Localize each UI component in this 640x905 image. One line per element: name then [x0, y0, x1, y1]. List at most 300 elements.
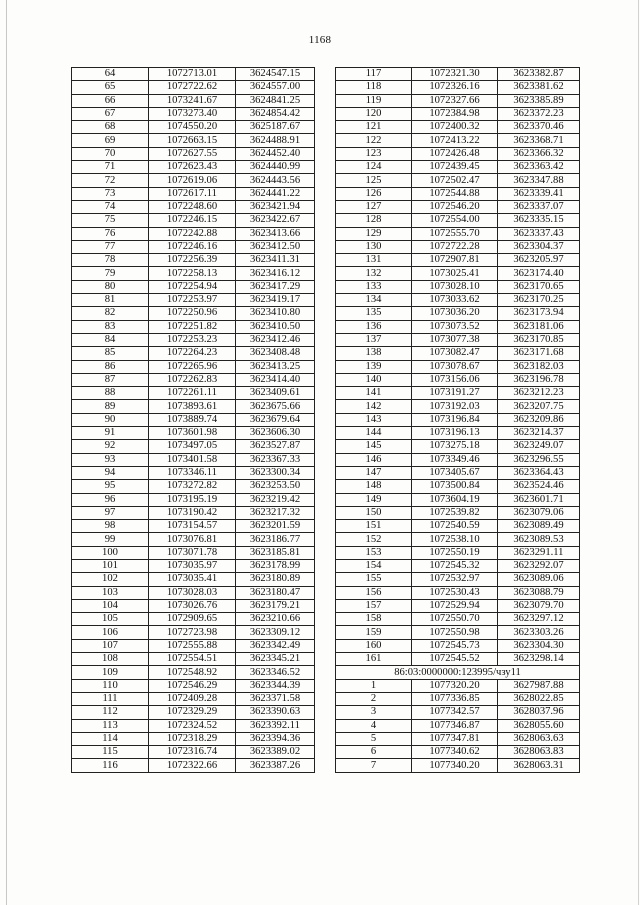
point-number-cell: 72 [72, 174, 149, 187]
y-coordinate-cell: 3623207.75 [498, 400, 580, 413]
point-number-cell: 119 [336, 94, 412, 107]
x-coordinate-cell: 1072550.98 [412, 626, 498, 639]
y-coordinate-cell: 3623363.42 [498, 161, 580, 174]
y-coordinate-cell: 3624452.40 [236, 147, 315, 160]
table-row [336, 599, 580, 612]
x-coordinate-cell: 1072540.59 [412, 520, 498, 533]
table-row [336, 187, 580, 200]
point-number-cell: 107 [72, 639, 149, 652]
table-row [336, 746, 580, 759]
point-number-cell: 115 [72, 746, 149, 759]
y-coordinate-cell: 3623297.12 [498, 613, 580, 626]
y-coordinate-cell: 3623411.31 [236, 254, 315, 267]
table-row [72, 679, 315, 692]
x-coordinate-cell: 1072546.29 [149, 679, 236, 692]
y-coordinate-cell: 3623179.21 [236, 599, 315, 612]
y-coordinate-cell: 3623214.37 [498, 427, 580, 440]
coordinates-table-left [71, 67, 315, 773]
point-number-cell: 137 [336, 333, 412, 346]
point-number-cell: 113 [72, 719, 149, 732]
y-coordinate-cell: 3623392.11 [236, 719, 315, 732]
table-row [336, 333, 580, 346]
point-number-cell: 136 [336, 320, 412, 333]
table-row [72, 759, 315, 772]
table-row [336, 387, 580, 400]
table-row [72, 559, 315, 572]
table-row [72, 267, 315, 280]
table-row [72, 320, 315, 333]
point-number-cell: 155 [336, 573, 412, 586]
y-coordinate-cell: 3623389.02 [236, 746, 315, 759]
y-coordinate-cell: 3623174.40 [498, 267, 580, 280]
point-number-cell: 79 [72, 267, 149, 280]
x-coordinate-cell: 1077340.62 [412, 746, 498, 759]
y-coordinate-cell: 3624547.15 [236, 68, 315, 81]
table-row [336, 427, 580, 440]
table-row [336, 480, 580, 493]
point-number-cell: 106 [72, 626, 149, 639]
table-row [336, 613, 580, 626]
y-coordinate-cell: 3624854.42 [236, 107, 315, 120]
point-number-cell: 149 [336, 493, 412, 506]
table-row [336, 692, 580, 705]
point-number-cell: 111 [72, 692, 149, 705]
x-coordinate-cell: 1072722.62 [149, 81, 236, 94]
table-row [336, 94, 580, 107]
y-coordinate-cell: 3623346.52 [236, 666, 315, 679]
table-row [336, 147, 580, 160]
table-row [72, 586, 315, 599]
table-row [336, 533, 580, 546]
point-number-cell: 64 [72, 68, 149, 81]
table-row [72, 94, 315, 107]
table-row [72, 240, 315, 253]
y-coordinate-cell: 3623417.29 [236, 280, 315, 293]
y-coordinate-cell: 3623412.50 [236, 240, 315, 253]
x-coordinate-cell: 1072264.23 [149, 347, 236, 360]
x-coordinate-cell: 1073272.82 [149, 480, 236, 493]
point-number-cell: 140 [336, 373, 412, 386]
table-row [336, 732, 580, 745]
y-coordinate-cell: 3623408.48 [236, 347, 315, 360]
x-coordinate-cell: 1072502.47 [412, 174, 498, 187]
x-coordinate-cell: 1072722.28 [412, 240, 498, 253]
x-coordinate-cell: 1072384.98 [412, 107, 498, 120]
y-coordinate-cell: 3623524.46 [498, 480, 580, 493]
point-number-cell: 150 [336, 506, 412, 519]
table-row [336, 653, 580, 666]
table-row [72, 613, 315, 626]
point-number-cell: 158 [336, 613, 412, 626]
table-row [72, 254, 315, 267]
y-coordinate-cell: 3623335.15 [498, 214, 580, 227]
y-coordinate-cell: 3623390.63 [236, 706, 315, 719]
y-coordinate-cell: 3623412.46 [236, 333, 315, 346]
y-coordinate-cell: 3623345.21 [236, 653, 315, 666]
table-row [72, 453, 315, 466]
x-coordinate-cell: 1072262.83 [149, 373, 236, 386]
y-coordinate-cell: 3623337.43 [498, 227, 580, 240]
table-row [72, 706, 315, 719]
x-coordinate-cell: 1072327.66 [412, 94, 498, 107]
x-coordinate-cell: 1072723.98 [149, 626, 236, 639]
point-number-cell: 126 [336, 187, 412, 200]
point-number-cell: 103 [72, 586, 149, 599]
x-coordinate-cell: 1073025.41 [412, 267, 498, 280]
x-coordinate-cell: 1072409.28 [149, 692, 236, 705]
table-row [336, 307, 580, 320]
point-number-cell: 76 [72, 227, 149, 240]
x-coordinate-cell: 1072530.43 [412, 586, 498, 599]
point-number-cell: 147 [336, 466, 412, 479]
x-coordinate-cell: 1072627.55 [149, 147, 236, 160]
table-row [336, 227, 580, 240]
table-row [336, 520, 580, 533]
point-number-cell: 66 [72, 94, 149, 107]
point-number-cell: 73 [72, 187, 149, 200]
y-coordinate-cell: 3623342.49 [236, 639, 315, 652]
y-coordinate-cell: 3623419.17 [236, 294, 315, 307]
y-coordinate-cell: 3623170.85 [498, 333, 580, 346]
table-row [336, 280, 580, 293]
table-row [72, 732, 315, 745]
x-coordinate-cell: 1073154.57 [149, 520, 236, 533]
point-number-cell: 5 [336, 732, 412, 745]
table-row [72, 360, 315, 373]
table-row [336, 706, 580, 719]
coordinates-table-right [335, 67, 580, 773]
point-number-cell: 118 [336, 81, 412, 94]
point-number-cell: 92 [72, 440, 149, 453]
y-coordinate-cell: 3623079.70 [498, 599, 580, 612]
y-coordinate-cell: 3623381.62 [498, 81, 580, 94]
x-coordinate-cell: 1073405.67 [412, 466, 498, 479]
point-number-cell: 80 [72, 280, 149, 293]
table-row [336, 214, 580, 227]
point-number-cell: 148 [336, 480, 412, 493]
table-row [72, 227, 315, 240]
x-coordinate-cell: 1072261.11 [149, 387, 236, 400]
x-coordinate-cell: 1072617.11 [149, 187, 236, 200]
y-coordinate-cell: 3623370.46 [498, 121, 580, 134]
table-row [72, 121, 315, 134]
table-row [72, 666, 315, 679]
point-number-cell: 85 [72, 347, 149, 360]
table-row [336, 200, 580, 213]
table-row [72, 134, 315, 147]
y-coordinate-cell: 3623304.37 [498, 240, 580, 253]
x-coordinate-cell: 1072246.15 [149, 214, 236, 227]
table-row [336, 400, 580, 413]
point-number-cell: 124 [336, 161, 412, 174]
point-number-cell: 141 [336, 387, 412, 400]
table-row [72, 107, 315, 120]
x-coordinate-cell: 1073076.81 [149, 533, 236, 546]
x-coordinate-cell: 1073033.62 [412, 294, 498, 307]
x-coordinate-cell: 1072538.10 [412, 533, 498, 546]
x-coordinate-cell: 1072663.15 [149, 134, 236, 147]
x-coordinate-cell: 1073241.67 [149, 94, 236, 107]
table-row [336, 546, 580, 559]
y-coordinate-cell: 3623212.23 [498, 387, 580, 400]
x-coordinate-cell: 1072550.70 [412, 613, 498, 626]
y-coordinate-cell: 3623382.87 [498, 68, 580, 81]
cadastral-number-heading: 86:03:0000000:123995/чзу11 [336, 666, 580, 679]
table-row [72, 480, 315, 493]
point-number-cell: 89 [72, 400, 149, 413]
table-row [336, 267, 580, 280]
point-number-cell: 160 [336, 639, 412, 652]
table-row [336, 440, 580, 453]
point-number-cell: 139 [336, 360, 412, 373]
point-number-cell: 69 [72, 134, 149, 147]
y-coordinate-cell: 3623303.26 [498, 626, 580, 639]
y-coordinate-cell: 3623088.79 [498, 586, 580, 599]
table-row [72, 692, 315, 705]
table-row [336, 506, 580, 519]
point-number-cell: 81 [72, 294, 149, 307]
x-coordinate-cell: 1072555.70 [412, 227, 498, 240]
y-coordinate-cell: 3624443.56 [236, 174, 315, 187]
x-coordinate-cell: 1072413.22 [412, 134, 498, 147]
table-row [72, 373, 315, 386]
point-number-cell: 68 [72, 121, 149, 134]
point-number-cell: 151 [336, 520, 412, 533]
y-coordinate-cell: 3623185.81 [236, 546, 315, 559]
y-coordinate-cell: 3628063.63 [498, 732, 580, 745]
x-coordinate-cell: 1072554.00 [412, 214, 498, 227]
y-coordinate-cell: 3623180.89 [236, 573, 315, 586]
point-number-cell: 75 [72, 214, 149, 227]
point-number-cell: 104 [72, 599, 149, 612]
x-coordinate-cell: 1077336.85 [412, 692, 498, 705]
table-row [72, 533, 315, 546]
y-coordinate-cell: 3623205.97 [498, 254, 580, 267]
x-coordinate-cell: 1072439.45 [412, 161, 498, 174]
y-coordinate-cell: 3623387.26 [236, 759, 315, 772]
y-coordinate-cell: 3623292.07 [498, 559, 580, 572]
x-coordinate-cell: 1072909.65 [149, 613, 236, 626]
table-row [72, 466, 315, 479]
table-row [336, 174, 580, 187]
point-number-cell: 145 [336, 440, 412, 453]
point-number-cell: 70 [72, 147, 149, 160]
table-row [336, 573, 580, 586]
point-number-cell: 123 [336, 147, 412, 160]
table-row [72, 746, 315, 759]
y-coordinate-cell: 3624488.91 [236, 134, 315, 147]
x-coordinate-cell: 1077342.57 [412, 706, 498, 719]
table-row [72, 653, 315, 666]
x-coordinate-cell: 1072550.19 [412, 546, 498, 559]
x-coordinate-cell: 1073026.76 [149, 599, 236, 612]
y-coordinate-cell: 3624557.00 [236, 81, 315, 94]
y-coordinate-cell: 3623414.40 [236, 373, 315, 386]
x-coordinate-cell: 1073077.38 [412, 333, 498, 346]
x-coordinate-cell: 1072321.30 [412, 68, 498, 81]
x-coordinate-cell: 1073192.03 [412, 400, 498, 413]
table-row [72, 413, 315, 426]
x-coordinate-cell: 1072400.32 [412, 121, 498, 134]
y-coordinate-cell: 3627987.88 [498, 679, 580, 692]
point-number-cell: 1 [336, 679, 412, 692]
point-number-cell: 94 [72, 466, 149, 479]
table-row [336, 320, 580, 333]
y-coordinate-cell: 3623300.34 [236, 466, 315, 479]
y-coordinate-cell: 3628063.31 [498, 759, 580, 772]
x-coordinate-cell: 1072544.88 [412, 187, 498, 200]
table-row [72, 427, 315, 440]
x-coordinate-cell: 1072623.43 [149, 161, 236, 174]
y-coordinate-cell: 3623422.67 [236, 214, 315, 227]
point-number-cell: 78 [72, 254, 149, 267]
point-number-cell: 138 [336, 347, 412, 360]
point-number-cell: 108 [72, 653, 149, 666]
y-coordinate-cell: 3623347.88 [498, 174, 580, 187]
x-coordinate-cell: 1072619.06 [149, 174, 236, 187]
x-coordinate-cell: 1074550.20 [149, 121, 236, 134]
point-number-cell: 67 [72, 107, 149, 120]
y-coordinate-cell: 3623298.14 [498, 653, 580, 666]
y-coordinate-cell: 3623170.25 [498, 294, 580, 307]
x-coordinate-cell: 1073156.06 [412, 373, 498, 386]
y-coordinate-cell: 3623385.89 [498, 94, 580, 107]
table-row [336, 294, 580, 307]
table-row [72, 81, 315, 94]
y-coordinate-cell: 3623253.50 [236, 480, 315, 493]
x-coordinate-cell: 1072554.51 [149, 653, 236, 666]
x-coordinate-cell: 1072529.94 [412, 599, 498, 612]
x-coordinate-cell: 1073071.78 [149, 546, 236, 559]
point-number-cell: 71 [72, 161, 149, 174]
scan-edge-left [6, 0, 7, 905]
y-coordinate-cell: 3623366.32 [498, 147, 580, 160]
x-coordinate-cell: 1073346.11 [149, 466, 236, 479]
x-coordinate-cell: 1077346.87 [412, 719, 498, 732]
x-coordinate-cell: 1072907.81 [412, 254, 498, 267]
y-coordinate-cell: 3623527.87 [236, 440, 315, 453]
table-row [336, 240, 580, 253]
table-row [336, 107, 580, 120]
table-row [336, 453, 580, 466]
table-row [72, 161, 315, 174]
y-coordinate-cell: 3623291.11 [498, 546, 580, 559]
point-number-cell: 77 [72, 240, 149, 253]
y-coordinate-cell: 3623178.99 [236, 559, 315, 572]
point-number-cell: 153 [336, 546, 412, 559]
table-row [336, 719, 580, 732]
x-coordinate-cell: 1073401.58 [149, 453, 236, 466]
y-coordinate-cell: 3623344.39 [236, 679, 315, 692]
point-number-cell: 157 [336, 599, 412, 612]
y-coordinate-cell: 3623304.30 [498, 639, 580, 652]
x-coordinate-cell: 1073082.47 [412, 347, 498, 360]
y-coordinate-cell: 3628037.96 [498, 706, 580, 719]
x-coordinate-cell: 1077340.20 [412, 759, 498, 772]
x-coordinate-cell: 1072265.96 [149, 360, 236, 373]
table-row [72, 520, 315, 533]
point-number-cell: 84 [72, 333, 149, 346]
y-coordinate-cell: 3623410.50 [236, 320, 315, 333]
point-number-cell: 122 [336, 134, 412, 147]
point-number-cell: 65 [72, 81, 149, 94]
table-row [336, 254, 580, 267]
table-row [336, 161, 580, 174]
scan-edge-right [638, 0, 639, 905]
table-row [72, 214, 315, 227]
table-row [72, 174, 315, 187]
x-coordinate-cell: 1073196.13 [412, 427, 498, 440]
x-coordinate-cell: 1073078.67 [412, 360, 498, 373]
point-number-cell: 116 [72, 759, 149, 772]
point-number-cell: 161 [336, 653, 412, 666]
table-row [72, 546, 315, 559]
point-number-cell: 127 [336, 200, 412, 213]
point-number-cell: 144 [336, 427, 412, 440]
table-row [336, 586, 580, 599]
x-coordinate-cell: 1073028.10 [412, 280, 498, 293]
y-coordinate-cell: 3623337.07 [498, 200, 580, 213]
x-coordinate-cell: 1072539.82 [412, 506, 498, 519]
x-coordinate-cell: 1072426.48 [412, 147, 498, 160]
table-row [72, 440, 315, 453]
x-coordinate-cell: 1073604.19 [412, 493, 498, 506]
y-coordinate-cell: 3624841.25 [236, 94, 315, 107]
table-row [72, 626, 315, 639]
y-coordinate-cell: 3623679.64 [236, 413, 315, 426]
x-coordinate-cell: 1072545.32 [412, 559, 498, 572]
x-coordinate-cell: 1072258.13 [149, 267, 236, 280]
table-row [336, 466, 580, 479]
x-coordinate-cell: 1072546.20 [412, 200, 498, 213]
y-coordinate-cell: 3623173.94 [498, 307, 580, 320]
y-coordinate-cell: 3623219.42 [236, 493, 315, 506]
x-coordinate-cell: 1072316.74 [149, 746, 236, 759]
y-coordinate-cell: 3623089.53 [498, 533, 580, 546]
y-coordinate-cell: 3628022.85 [498, 692, 580, 705]
y-coordinate-cell: 3623182.03 [498, 360, 580, 373]
point-number-cell: 74 [72, 200, 149, 213]
x-coordinate-cell: 1072713.01 [149, 68, 236, 81]
table-row [72, 68, 315, 81]
x-coordinate-cell: 1073497.05 [149, 440, 236, 453]
point-number-cell: 109 [72, 666, 149, 679]
y-coordinate-cell: 3623186.77 [236, 533, 315, 546]
point-number-cell: 125 [336, 174, 412, 187]
table-row [336, 626, 580, 639]
x-coordinate-cell: 1072254.94 [149, 280, 236, 293]
x-coordinate-cell: 1072248.60 [149, 200, 236, 213]
point-number-cell: 91 [72, 427, 149, 440]
y-coordinate-cell: 3624440.99 [236, 161, 315, 174]
x-coordinate-cell: 1072318.29 [149, 732, 236, 745]
y-coordinate-cell: 3623372.23 [498, 107, 580, 120]
point-number-cell: 133 [336, 280, 412, 293]
point-number-cell: 7 [336, 759, 412, 772]
y-coordinate-cell: 3623371.58 [236, 692, 315, 705]
y-coordinate-cell: 3623367.33 [236, 453, 315, 466]
x-coordinate-cell: 1072322.66 [149, 759, 236, 772]
point-number-cell: 6 [336, 746, 412, 759]
x-coordinate-cell: 1072329.29 [149, 706, 236, 719]
x-coordinate-cell: 1072251.82 [149, 320, 236, 333]
y-coordinate-cell: 3623606.30 [236, 427, 315, 440]
y-coordinate-cell: 3623410.80 [236, 307, 315, 320]
point-number-cell: 2 [336, 692, 412, 705]
table-row [72, 387, 315, 400]
x-coordinate-cell: 1073889.74 [149, 413, 236, 426]
y-coordinate-cell: 3623180.47 [236, 586, 315, 599]
